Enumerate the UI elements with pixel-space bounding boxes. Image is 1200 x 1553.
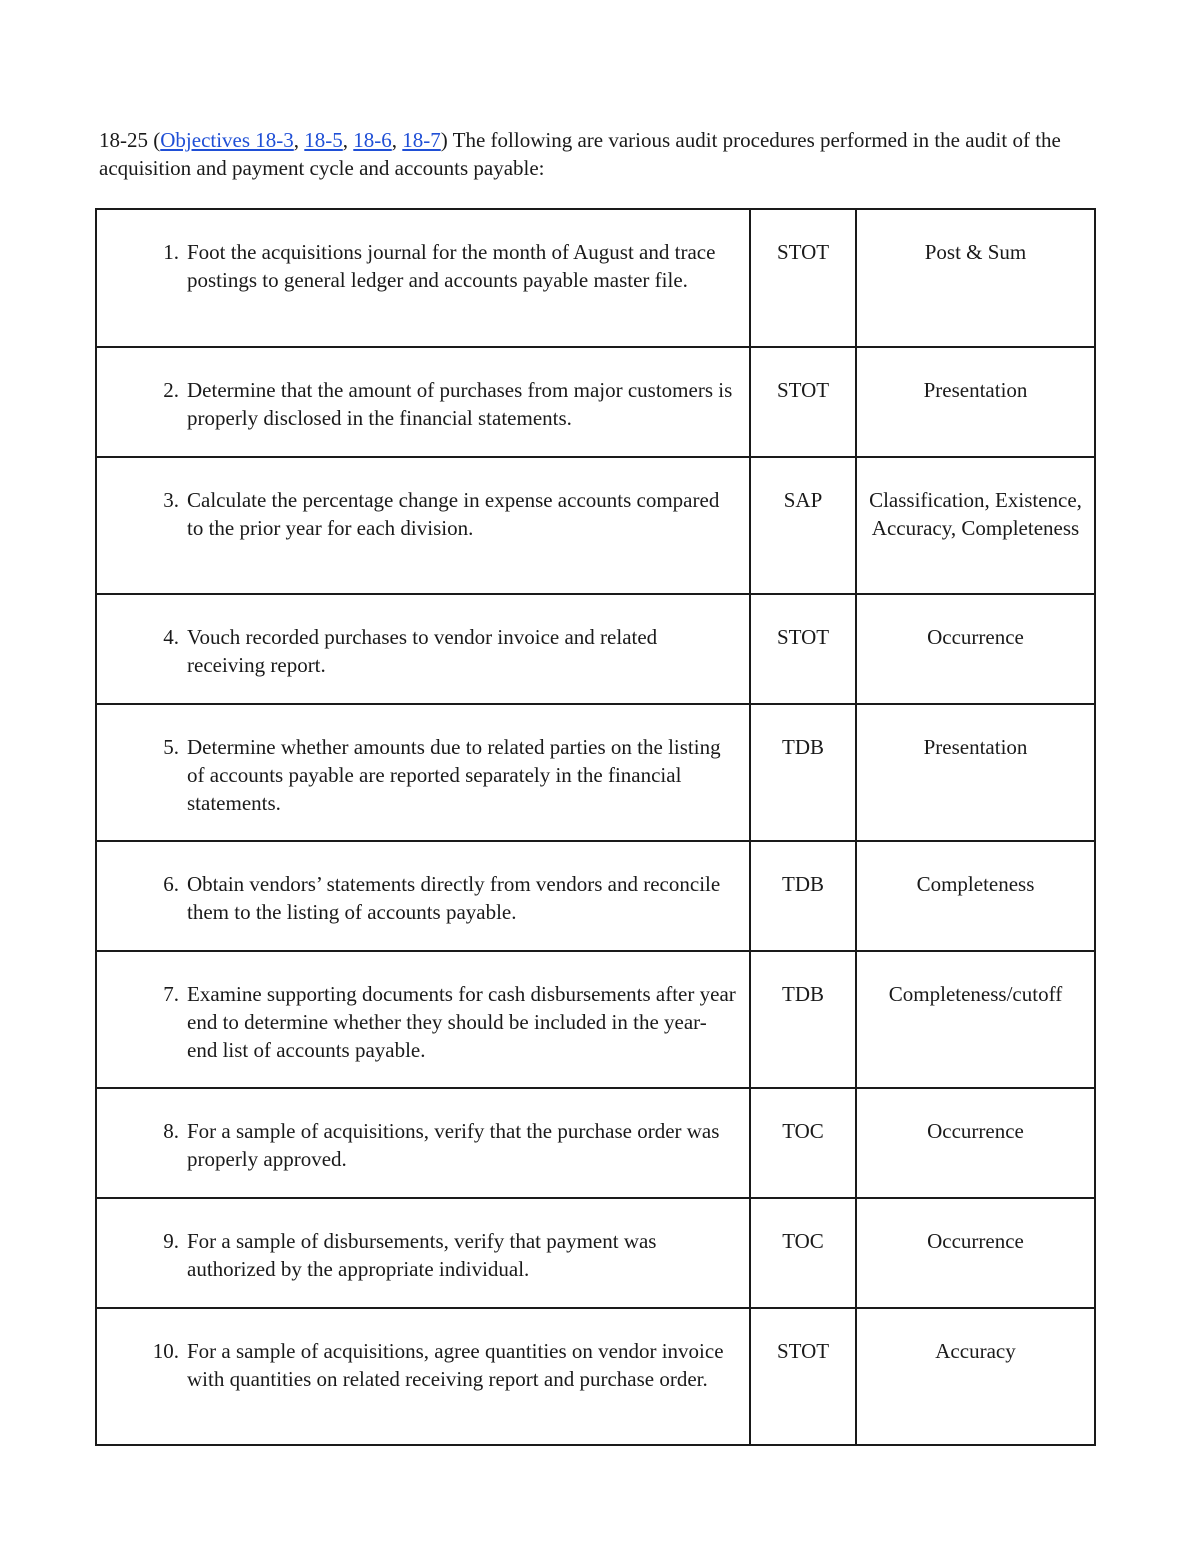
procedure-text: Vouch recorded purchases to vendor invoice and related receiving report.	[187, 625, 658, 677]
procedure-type: TDB	[750, 704, 856, 841]
procedure-cell	[96, 1308, 750, 1445]
procedure-number: 7.	[163, 982, 179, 1006]
intro-prefix: 18-25 (	[99, 128, 161, 152]
table-row	[96, 457, 1095, 594]
table-row	[96, 704, 1095, 841]
procedure-text: For a sample of acquisitions, agree quantities on vendor invoice with quantities on related receiving report and purchase order.	[187, 1339, 724, 1391]
procedure-number: 4.	[163, 625, 179, 649]
procedure-type: STOT	[750, 347, 856, 457]
procedure-cell	[96, 951, 750, 1088]
intro-separator: ,	[293, 128, 305, 152]
procedure-cell	[96, 209, 750, 347]
procedure-number: 3.	[163, 488, 179, 512]
audit-assertion: Occurrence	[856, 1198, 1095, 1308]
table-row	[96, 594, 1095, 704]
procedure-number: 6.	[163, 872, 179, 896]
procedure-cell	[96, 841, 750, 951]
table-row	[96, 347, 1095, 457]
procedure-type: TDB	[750, 841, 856, 951]
procedure-cell	[96, 347, 750, 457]
intro-separator: ,	[391, 128, 403, 152]
intro-suffix: ) The following are various audit procedures performed in the audit of the acquisition and payment cycle and accounts payable:	[99, 128, 1061, 180]
procedure-number: 9.	[163, 1229, 179, 1253]
procedure-cell	[96, 1198, 750, 1308]
procedure-type: STOT	[750, 1308, 856, 1445]
table-row	[96, 1088, 1095, 1198]
table-row	[96, 209, 1095, 347]
audit-assertion: Presentation	[856, 704, 1095, 841]
table-row	[96, 1198, 1095, 1308]
table-row	[96, 951, 1095, 1088]
audit-assertion: Presentation	[856, 347, 1095, 457]
objective-link-18-5[interactable]: 18-5	[304, 128, 343, 152]
procedure-text: Determine whether amounts due to related parties on the listing of accounts payable are reported separately in the financial statements.	[187, 735, 721, 815]
procedure-type: STOT	[750, 594, 856, 704]
audit-assertion: Occurrence	[856, 594, 1095, 704]
procedure-cell	[96, 457, 750, 594]
objective-link-18-7[interactable]: 18-7	[402, 128, 441, 152]
procedure-text: For a sample of disbursements, verify that payment was authorized by the appropriate individual.	[187, 1229, 657, 1281]
audit-procedures-table	[95, 208, 1096, 1446]
procedure-text: Calculate the percentage change in expense accounts compared to the prior year for each division.	[187, 488, 720, 540]
audit-assertion: Post & Sum	[856, 209, 1095, 347]
audit-assertion: Accuracy	[856, 1308, 1095, 1445]
procedure-cell	[96, 704, 750, 841]
procedure-text: Examine supporting documents for cash disbursements after year end to determine whether they should be included in the year-end list of accounts payable.	[187, 982, 736, 1062]
table-row	[96, 841, 1095, 951]
intro-separator: ,	[342, 128, 354, 152]
audit-assertion: Classification, Existence, Accuracy, Completeness	[856, 457, 1095, 594]
audit-assertion: Completeness	[856, 841, 1095, 951]
table-row	[96, 1308, 1095, 1445]
objective-link-18-3[interactable]: Objectives 18-3	[160, 128, 294, 152]
audit-assertion: Occurrence	[856, 1088, 1095, 1198]
procedure-type: TDB	[750, 951, 856, 1088]
procedure-type: TOC	[750, 1198, 856, 1308]
procedure-number: 10.	[152, 1339, 179, 1363]
procedure-text: Determine that the amount of purchases from major customers is properly disclosed in the financial statements.	[187, 378, 733, 430]
procedure-type: TOC	[750, 1088, 856, 1198]
procedure-text: Obtain vendors’ statements directly from vendors and reconcile them to the listing of accounts payable.	[187, 872, 721, 924]
procedure-type: SAP	[750, 457, 856, 594]
problem-intro	[99, 126, 1129, 182]
procedure-number: 8.	[163, 1119, 179, 1143]
procedure-cell	[96, 594, 750, 704]
audit-assertion: Completeness/cutoff	[856, 951, 1095, 1088]
procedure-number: 1.	[163, 240, 179, 264]
procedure-type: STOT	[750, 209, 856, 347]
procedure-cell	[96, 1088, 750, 1198]
procedure-number: 5.	[163, 735, 179, 759]
procedure-text: Foot the acquisitions journal for the month of August and trace postings to general ledger and accounts payable master file.	[187, 240, 716, 292]
procedure-number: 2.	[163, 378, 179, 402]
procedure-text: For a sample of acquisitions, verify that the purchase order was properly approved.	[187, 1119, 720, 1171]
objective-link-18-6[interactable]: 18-6	[353, 128, 392, 152]
